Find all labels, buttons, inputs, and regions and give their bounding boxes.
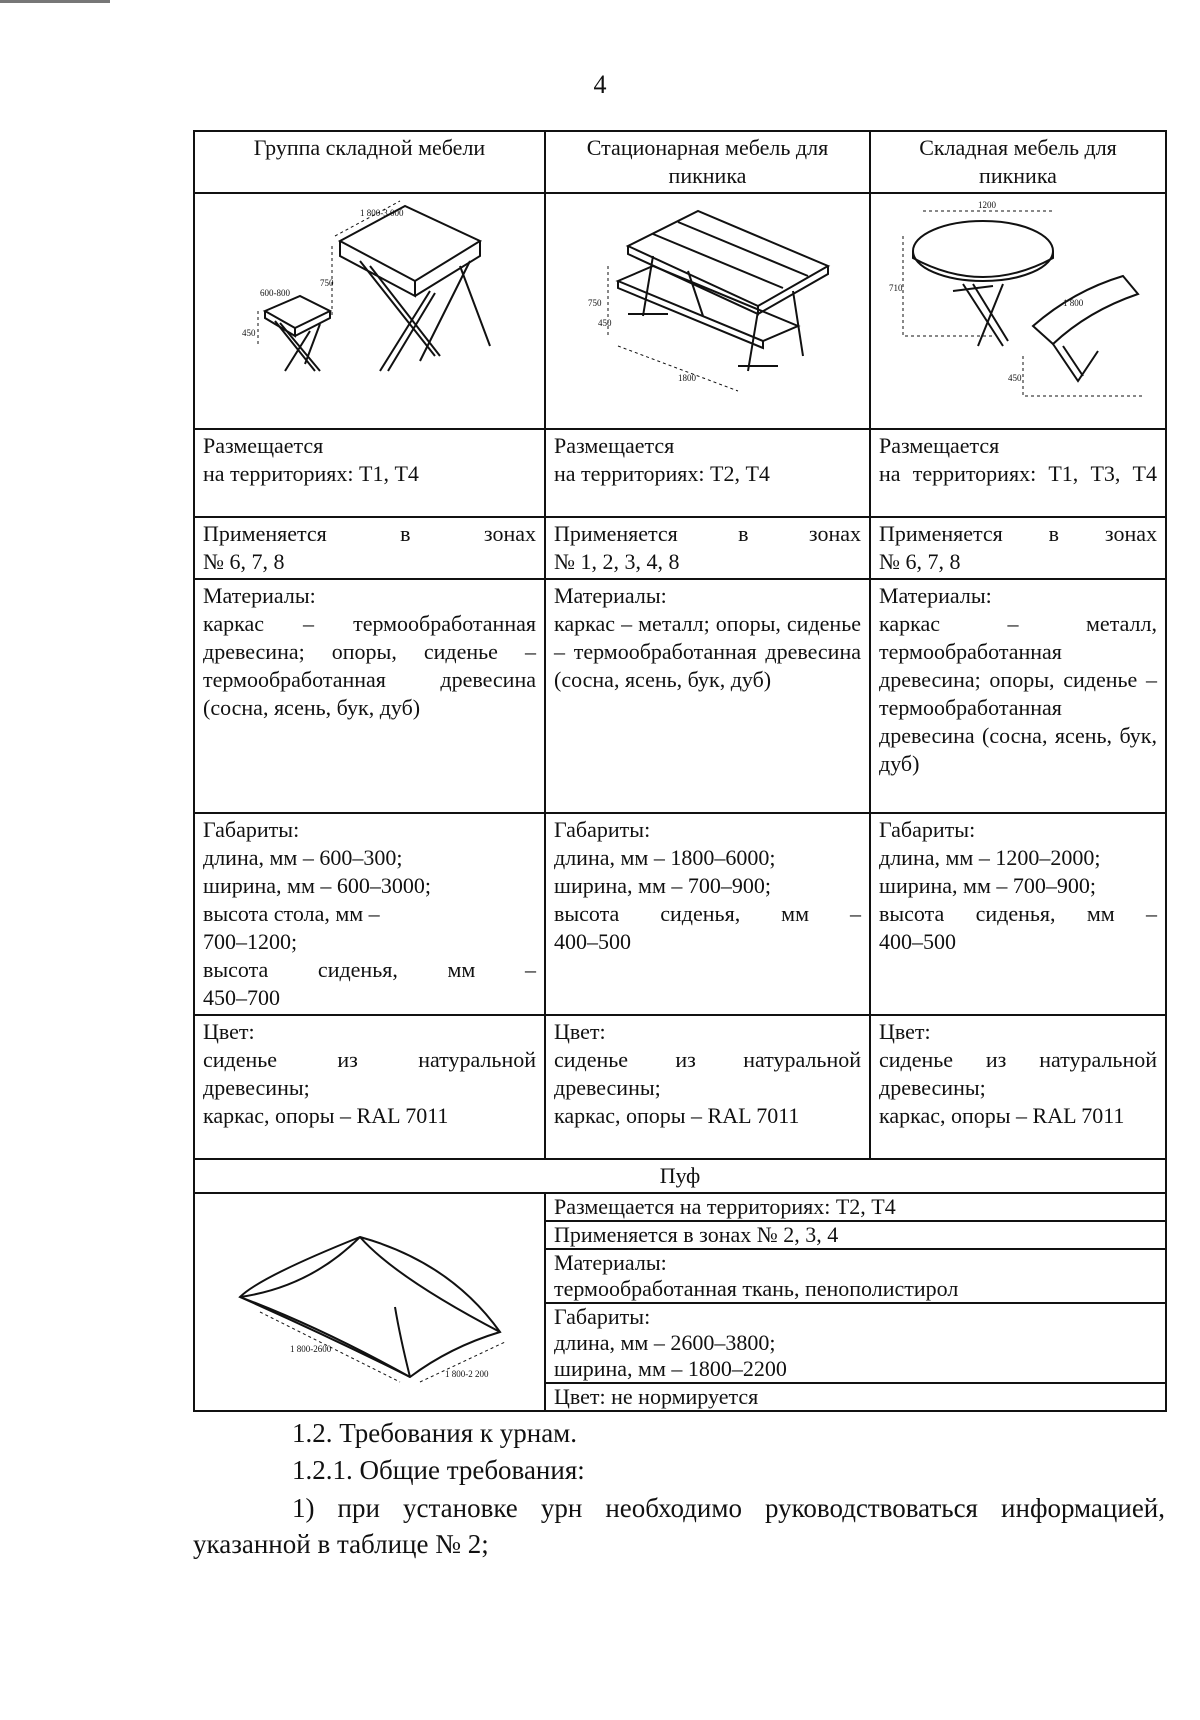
zones-numbers: № 1, 2, 3, 4, 8 — [554, 549, 680, 574]
materials-cell — [870, 579, 1166, 813]
materials-text: каркас – металл, термообработанная древесина; опоры, сиденье – термообработанная древесина (сосна, ясень, бук, дуб) — [879, 611, 1157, 776]
pouf-drawing — [220, 1217, 520, 1387]
picnic-table-bench-drawing — [558, 196, 858, 396]
dimensions-line: длина, мм – 1200–2000; — [879, 845, 1101, 870]
dimension-label: 1 800-3 000 — [359, 208, 403, 218]
puf-dimensions-label: Габариты: — [554, 1304, 651, 1329]
color-text: каркас, опоры – RAL 7011 — [203, 1103, 449, 1128]
dimensions-line: ширина, мм – 600–3000; — [203, 873, 431, 898]
dimensions-label: Габариты: — [879, 817, 976, 842]
zones-line: Применяется в зонах — [203, 521, 536, 546]
color-text: сиденье из натуральной древесины; — [554, 1047, 861, 1100]
dimensions-cell — [870, 813, 1166, 1015]
puf-zones: Применяется в зонах № 2, 3, 4 — [545, 1221, 1166, 1249]
dimension-label: 710 — [889, 283, 903, 293]
color-cell — [545, 1015, 870, 1159]
dimension-label: 1 800-2 200 — [444, 1369, 488, 1379]
puf-materials-label: Материалы: — [554, 1250, 667, 1275]
dimension-label: 1 800 — [1063, 298, 1084, 308]
table-header-row — [194, 131, 1166, 193]
dimensions-line: 400–500 — [879, 929, 956, 954]
subsection-heading: 1.2.1. Общие требования: — [292, 1455, 585, 1485]
image-cell — [194, 193, 545, 429]
color-row — [194, 1015, 1166, 1159]
materials-label: Материалы: — [879, 583, 992, 608]
dimensions-line: длина, мм – 1800–6000; — [554, 845, 776, 870]
color-text: каркас, опоры – RAL 7011 — [879, 1103, 1125, 1128]
dimension-label: 1 800-2600 — [289, 1344, 331, 1354]
scan-mark — [0, 0, 110, 3]
materials-text: каркас – металл; опоры, сиденье – термообработанная древесина (сосна, ясень, бук, дуб) — [554, 611, 861, 692]
dimension-label: 450 — [597, 318, 611, 328]
puf-placement: Размещается на территориях: Т2, Т4 — [545, 1193, 1166, 1221]
zones-row — [194, 517, 1166, 579]
zones-numbers: № 6, 7, 8 — [203, 549, 285, 574]
image-row — [194, 193, 1166, 429]
puf-image-cell — [194, 1193, 545, 1411]
dimensions-line: высота стола, мм – — [203, 901, 380, 926]
zones-line: Применяется в зонах — [554, 521, 861, 546]
dimensions-line: высота сиденья, мм – — [554, 901, 861, 926]
color-label: Цвет: — [879, 1019, 931, 1044]
puf-dimensions-line: длина, мм – 2600–3800; — [554, 1330, 776, 1355]
puf-title: Пуф — [194, 1159, 1166, 1193]
dimension-label: 1200 — [978, 200, 996, 210]
dimensions-line: 700–1200; — [203, 929, 298, 954]
dimensions-label: Габариты: — [554, 817, 651, 842]
placement-cell — [545, 429, 870, 517]
dimensions-line: ширина, мм – 700–900; — [554, 873, 771, 898]
dimension-label: 450 — [241, 328, 255, 338]
dimensions-line: 400–500 — [554, 929, 631, 954]
dimensions-line: 450–700 — [203, 985, 280, 1010]
column-header: Группа складной мебели — [194, 131, 545, 193]
materials-label: Материалы: — [203, 583, 316, 608]
placement-value: на территориях: Т1, Т3, Т4 — [879, 461, 1157, 486]
placement-row — [194, 429, 1166, 517]
placement-value: на территориях: Т2, Т4 — [554, 461, 770, 486]
puf-dimensions-cell — [545, 1303, 1166, 1383]
image-cell — [870, 193, 1166, 429]
zones-numbers: № 6, 7, 8 — [879, 549, 961, 574]
placement-cell — [870, 429, 1166, 517]
body-paragraph: 1) при установке урн необходимо руководствоваться информацией, указанной в таблице № 2; — [193, 1493, 1165, 1559]
dimensions-line: ширина, мм – 700–900; — [879, 873, 1096, 898]
column-header: Стационарная мебель для пикника — [545, 131, 870, 193]
color-cell — [194, 1015, 545, 1159]
dimension-label: 750 — [319, 278, 333, 288]
dimensions-line: высота сиденья, мм – — [203, 957, 536, 982]
page-number: 4 — [593, 70, 607, 99]
zones-cell — [194, 517, 545, 579]
color-label: Цвет: — [203, 1019, 255, 1044]
dimensions-line: высота сиденья, мм – — [879, 901, 1157, 926]
round-table-bench-drawing — [883, 196, 1153, 406]
puf-materials-cell — [545, 1249, 1166, 1303]
dimension-label: 750 — [587, 298, 601, 308]
image-cell — [545, 193, 870, 429]
materials-text: каркас – термообработанная древесина; опоры, сиденье – термообработанная древесина (сосна, ясень, бук, дуб) — [203, 611, 536, 720]
puf-row — [194, 1193, 1166, 1221]
dimensions-cell — [194, 813, 545, 1015]
dimensions-cell — [545, 813, 870, 1015]
puf-materials-text: термообработанная ткань, пенополистирол — [554, 1276, 959, 1301]
dimensions-line: длина, мм – 600–300; — [203, 845, 403, 870]
section-heading: 1.2. Требования к урнам. — [292, 1418, 578, 1448]
dimensions-label: Габариты: — [203, 817, 300, 842]
placement-value: на территориях: Т1, Т4 — [203, 461, 419, 486]
zones-cell — [870, 517, 1166, 579]
color-label: Цвет: — [554, 1019, 606, 1044]
zones-line: Применяется в зонах — [879, 521, 1157, 546]
dimension-label: 450 — [1008, 373, 1022, 383]
color-cell — [870, 1015, 1166, 1159]
folding-table-stool-drawing — [220, 196, 520, 396]
placement-label: Размещается — [879, 433, 1000, 458]
placement-label: Размещается — [203, 433, 324, 458]
color-text: каркас, опоры – RAL 7011 — [554, 1103, 800, 1128]
puf-color: Цвет: не нормируется — [545, 1383, 1166, 1411]
materials-row — [194, 579, 1166, 813]
puf-dimensions-line: ширина, мм – 1800–2200 — [554, 1356, 787, 1381]
furniture-table — [193, 130, 1167, 1412]
column-header: Складная мебель для пикника — [870, 131, 1166, 193]
color-text: сиденье из натуральной древесины; — [203, 1047, 536, 1100]
materials-label: Материалы: — [554, 583, 667, 608]
dimension-label: 1800 — [677, 373, 696, 383]
puf-header-row — [194, 1159, 1166, 1193]
dimension-label: 600-800 — [259, 288, 290, 298]
placement-cell — [194, 429, 545, 517]
materials-cell — [194, 579, 545, 813]
placement-label: Размещается — [554, 433, 675, 458]
dimensions-row — [194, 813, 1166, 1015]
materials-cell — [545, 579, 870, 813]
color-text: сиденье из натуральной древесины; — [879, 1047, 1157, 1100]
zones-cell — [545, 517, 870, 579]
